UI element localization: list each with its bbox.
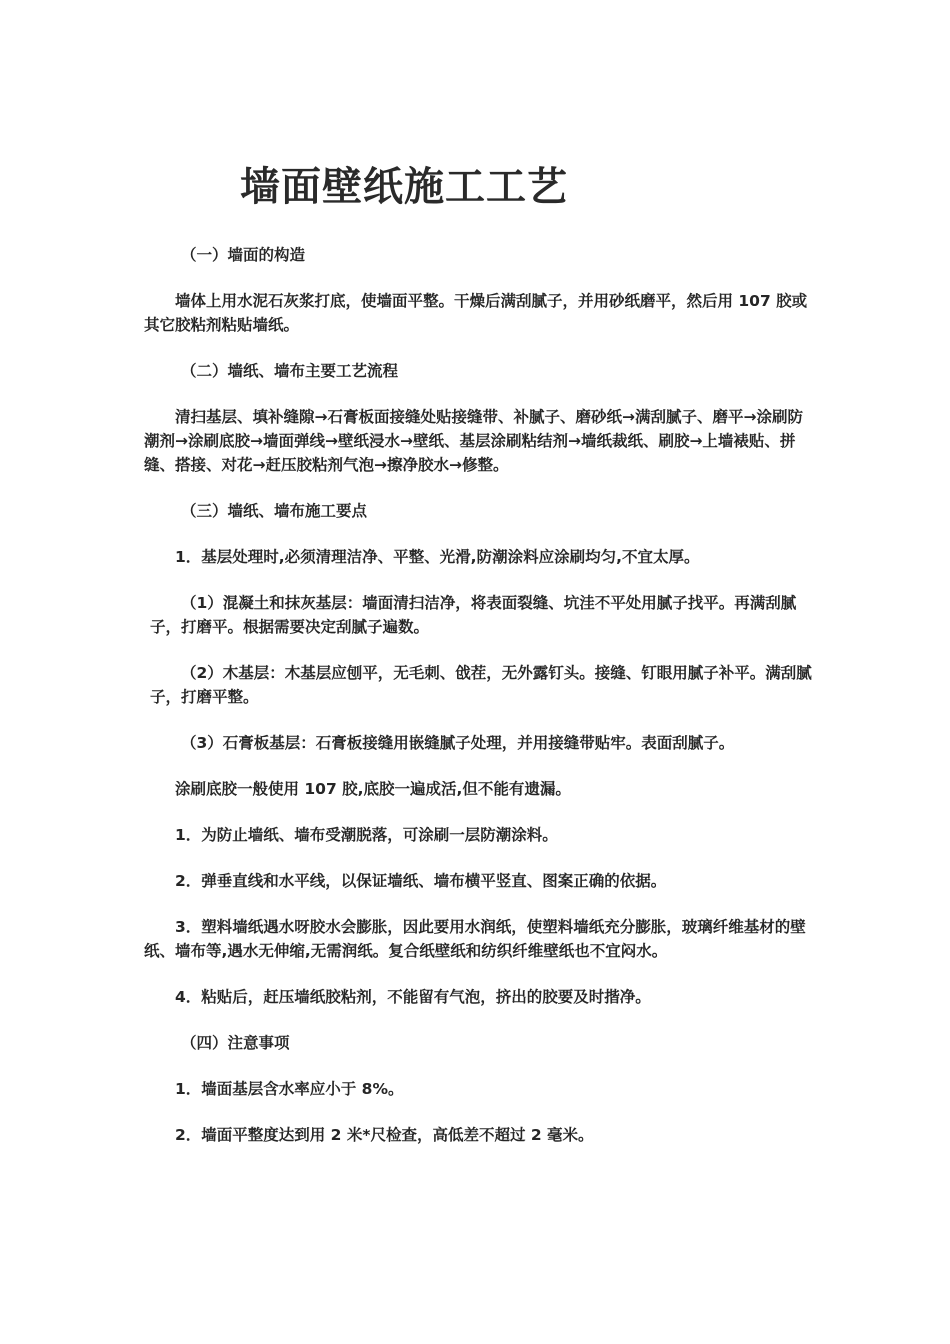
- section-heading: （一）墙面的构造: [181, 246, 306, 264]
- body-paragraph: 4．粘贴后，赶压墙纸胶粘剂，不能留有气泡，挤出的胶要及时揩净。: [175, 988, 651, 1006]
- body-paragraph: 墙体上用水泥石灰浆打底，使墙面平整。干燥后满刮腻子，并用砂纸磨平，然后用 107 胶或其它胶粘剂粘贴墙纸。: [144, 292, 808, 334]
- body-paragraph: 1．基层处理时,必须清理洁净、平整、光滑,防潮涂料应涂刷均匀,不宜太厚。: [175, 548, 700, 566]
- section-heading: （2）木基层：木基层应刨平，无毛刺、戗茬，无外露钉头。接缝、钉眼用腻子补平。满刮腻子，打磨平整。: [150, 664, 812, 706]
- body-paragraph: 1．墙面基层含水率应小于 8%。: [175, 1080, 404, 1098]
- body-paragraph: 2．弹垂直线和水平线，以保证墙纸、墙布横平竖直、图案正确的依据。: [175, 872, 667, 890]
- body-paragraph: 涂刷底胶一般使用 107 胶,底胶一遍成活,但不能有遗漏。: [175, 780, 571, 798]
- body-paragraph: 1．为防止墙纸、墙布受潮脱落，可涂刷一层防潮涂料。: [175, 826, 558, 844]
- document-body: [144, 243, 812, 1147]
- document-title: 墙面壁纸施工工艺: [240, 164, 568, 210]
- body-paragraph: 3．塑料墙纸遇水呀胶水会膨胀，因此要用水润纸，使塑料墙纸充分膨胀，玻璃纤维基材的壁纸、墙布等,遇水无伸缩,无需润纸。复合纸壁纸和纺织纤维壁纸也不宜闷水。: [144, 918, 806, 960]
- section-heading: （三）墙纸、墙布施工要点: [181, 502, 368, 520]
- section-heading: （1）混凝土和抹灰基层：墙面清扫洁净，将表面裂缝、坑洼不平处用腻子找平。再满刮腻子，打磨平。根据需要决定刮腻子遍数。: [150, 594, 797, 636]
- body-paragraph: 清扫基层、填补缝隙→石膏板面接缝处贴接缝带、补腻子、磨砂纸→满刮腻子、磨平→涂刷防潮剂→涂刷底胶→墙面弹线→壁纸浸水→壁纸、基层涂刷粘结剂→墙纸裁纸、刷胶→上墙裱贴、拼缝、搭接、对花→赶压胶粘剂气泡→擦净胶水→修整。: [144, 408, 803, 474]
- section-heading: （3）石膏板基层：石膏板接缝用嵌缝腻子处理，并用接缝带贴牢。表面刮腻子。: [181, 734, 735, 752]
- section-heading: （二）墙纸、墙布主要工艺流程: [181, 362, 399, 380]
- body-paragraph: 2．墙面平整度达到用 2 米*尺检查，高低差不超过 2 毫米。: [175, 1126, 594, 1144]
- section-heading: （四）注意事项: [181, 1034, 290, 1052]
